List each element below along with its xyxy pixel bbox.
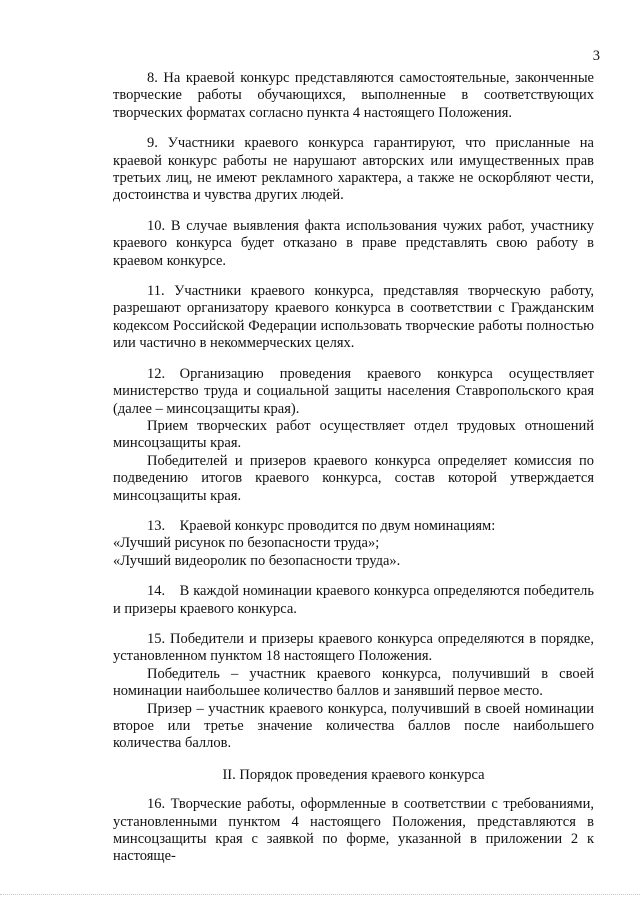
paragraph-12-commission: Победителей и призеров краевого конкурса определяет комиссия по подведению итогов краевого конкурса, состав которой утверждается минсоцзащиты края. (113, 452, 594, 504)
paragraph-14: 14. В каждой номинации краевого конкурса определяются победитель и призеры краевого конкурса. (113, 583, 594, 617)
paragraph-13: 13. Краевой конкурс проводится по двум номинациям: (147, 517, 496, 534)
page-number: 3 (592, 48, 600, 64)
paragraph-12-reception: Прием творческих работ осуществляет отдел трудовых отношений минсоцзащиты края. (113, 417, 594, 452)
paragraph-10: 10. В случае выявления факта использования чужих работ, участнику краевого конкурса будет отказано в праве представлять свою работу в краевом конкурсе. (113, 217, 594, 269)
nomination-video: «Лучший видеоролик по безопасности труда». (113, 552, 401, 569)
section-heading: II. Порядок проведения краевого конкурса (222, 766, 485, 783)
paragraph-8: 8. На краевой конкурс представляются самостоятельные, законченные творческие работы обучающихся, выполненные в соответствующих творческих форматах согласно пункта 4 настоящего Положения. (113, 70, 594, 121)
paragraph-15-winner: Победитель – участник краевого конкурса, получивший в своей номинации наибольшее количество баллов и занявший первое место. (113, 665, 594, 700)
scan-edge-line (0, 894, 640, 895)
nomination-drawing: «Лучший рисунок по безопасности труда»; (113, 535, 380, 552)
paragraph-11: 11. Участники краевого конкурса, представляя творческую работу, разрешают организатору краевого конкурса в соответствии с Гражданским кодексом Российской Федерации использовать творческие работы полностью или частично в некоммерческих целях. (113, 283, 594, 352)
document-body (113, 70, 594, 866)
paragraph-9: 9. Участники краевого конкурса гарантируют, что присланные на краевой конкурс работы не нарушают авторских или имущественных прав третьих лиц, не имеют рекламного характера, а также не оскорбляют чести, достоинства и чувства других людей. (113, 135, 594, 204)
paragraph-16: 16. Творческие работы, оформленные в соответствии с требованиями, установленными пунктом 4 настоящего Положения, представляются в минсоцзащиты края с заявкой по форме, указанной в приложении 2 к настояще- (113, 796, 594, 865)
paragraph-15: 15. Победители и призеры краевого конкурса определяются в порядке, установленном пунктом 18 настоящего Положения. (113, 630, 594, 665)
paragraph-15-prizewinner: Призер – участник краевого конкурса, получивший в своей номинации второе или третье значение количества баллов после наибольшего количества баллов. (113, 700, 594, 752)
paragraph-12: 12. Организацию проведения краевого конкурса осуществляет министерство труда и социальной защиты населения Ставропольского края (далее – минсоцзащиты края). (113, 365, 594, 417)
